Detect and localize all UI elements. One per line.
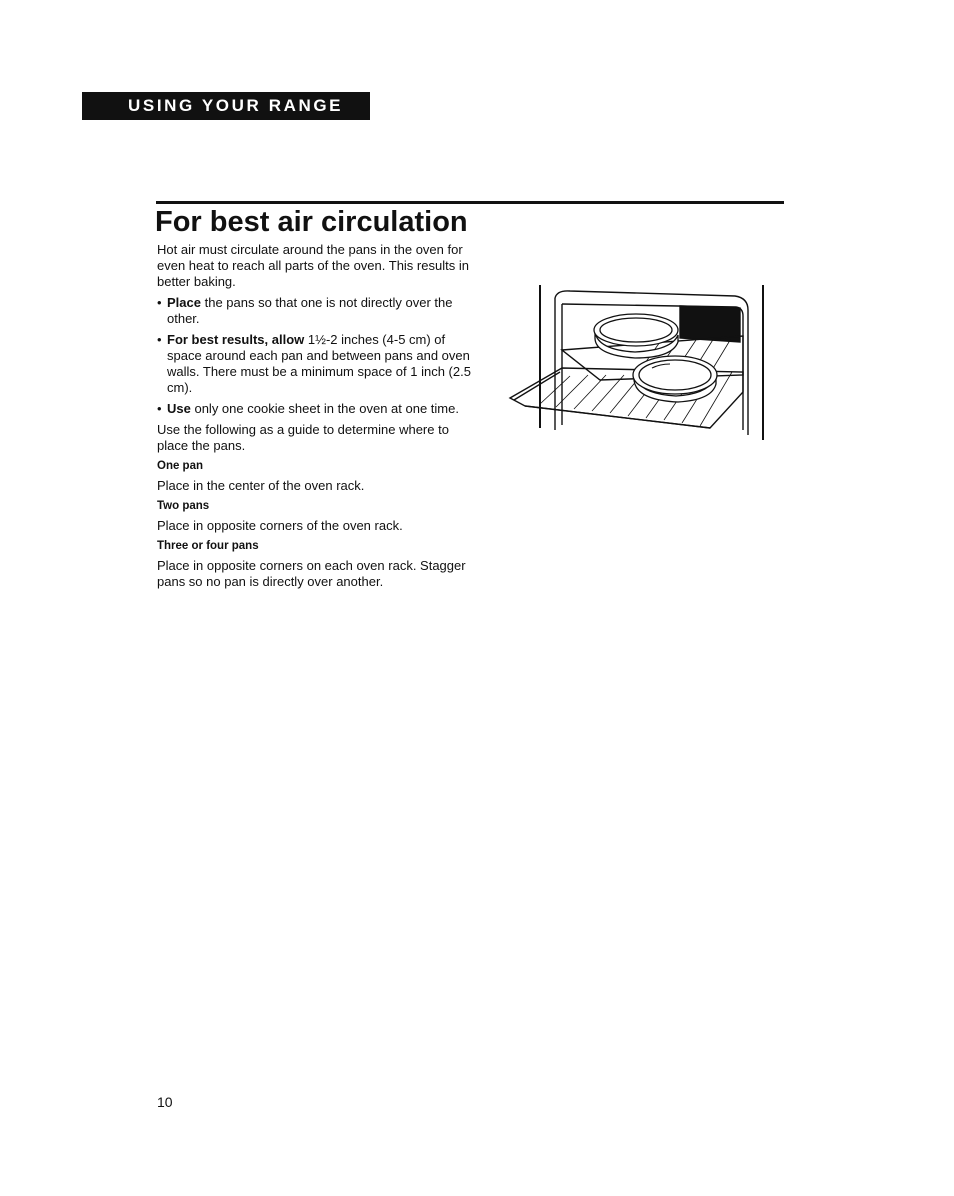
section-label: USING YOUR RANGE: [128, 96, 344, 115]
guide-heading: Two pans: [157, 500, 210, 512]
guide-body: Place in opposite corners on each oven rack. Stagger pans so no pan is directly over another.: [157, 558, 466, 589]
tip-text: the pans so that one is not directly over the other.: [167, 295, 453, 326]
guide-intro: Use the following as a guide to determine where to place the pans.: [157, 422, 449, 453]
guide-body: Place in the center of the oven rack.: [157, 478, 365, 493]
section-header-bar: [82, 92, 370, 120]
bullet-icon: •: [157, 332, 162, 347]
intro-paragraph: Hot air must circulate around the pans in the oven for even heat to reach all parts of the oven. This results in better baking.: [157, 242, 469, 289]
tip-item: [157, 401, 477, 417]
tip-item: [157, 332, 477, 396]
tip-lead: Place: [167, 295, 201, 310]
guide-heading: One pan: [157, 460, 204, 472]
tip-text: 1½-2 inches (4-5 cm) of space around each pan and between pans and oven walls. There must be a minimum space of 1 inch (2.5 cm).: [167, 332, 471, 395]
bullet-icon: •: [157, 401, 162, 416]
oven-rack-illustration: [500, 280, 770, 445]
tips-list: [157, 295, 477, 417]
guide-body: Place in opposite corners of the oven rack.: [157, 518, 403, 533]
page-title: For best air circulation: [155, 206, 468, 238]
page-number: 10: [157, 1094, 173, 1110]
tip-lead: For best results, allow: [167, 332, 305, 347]
guide-heading: Three or four pans: [157, 540, 259, 552]
body-column: [157, 242, 477, 595]
tip-item: [157, 295, 477, 327]
bullet-icon: •: [157, 295, 162, 310]
tip-lead: Use: [167, 401, 191, 416]
tip-text: only one cookie sheet in the oven at one time.: [190, 401, 459, 416]
